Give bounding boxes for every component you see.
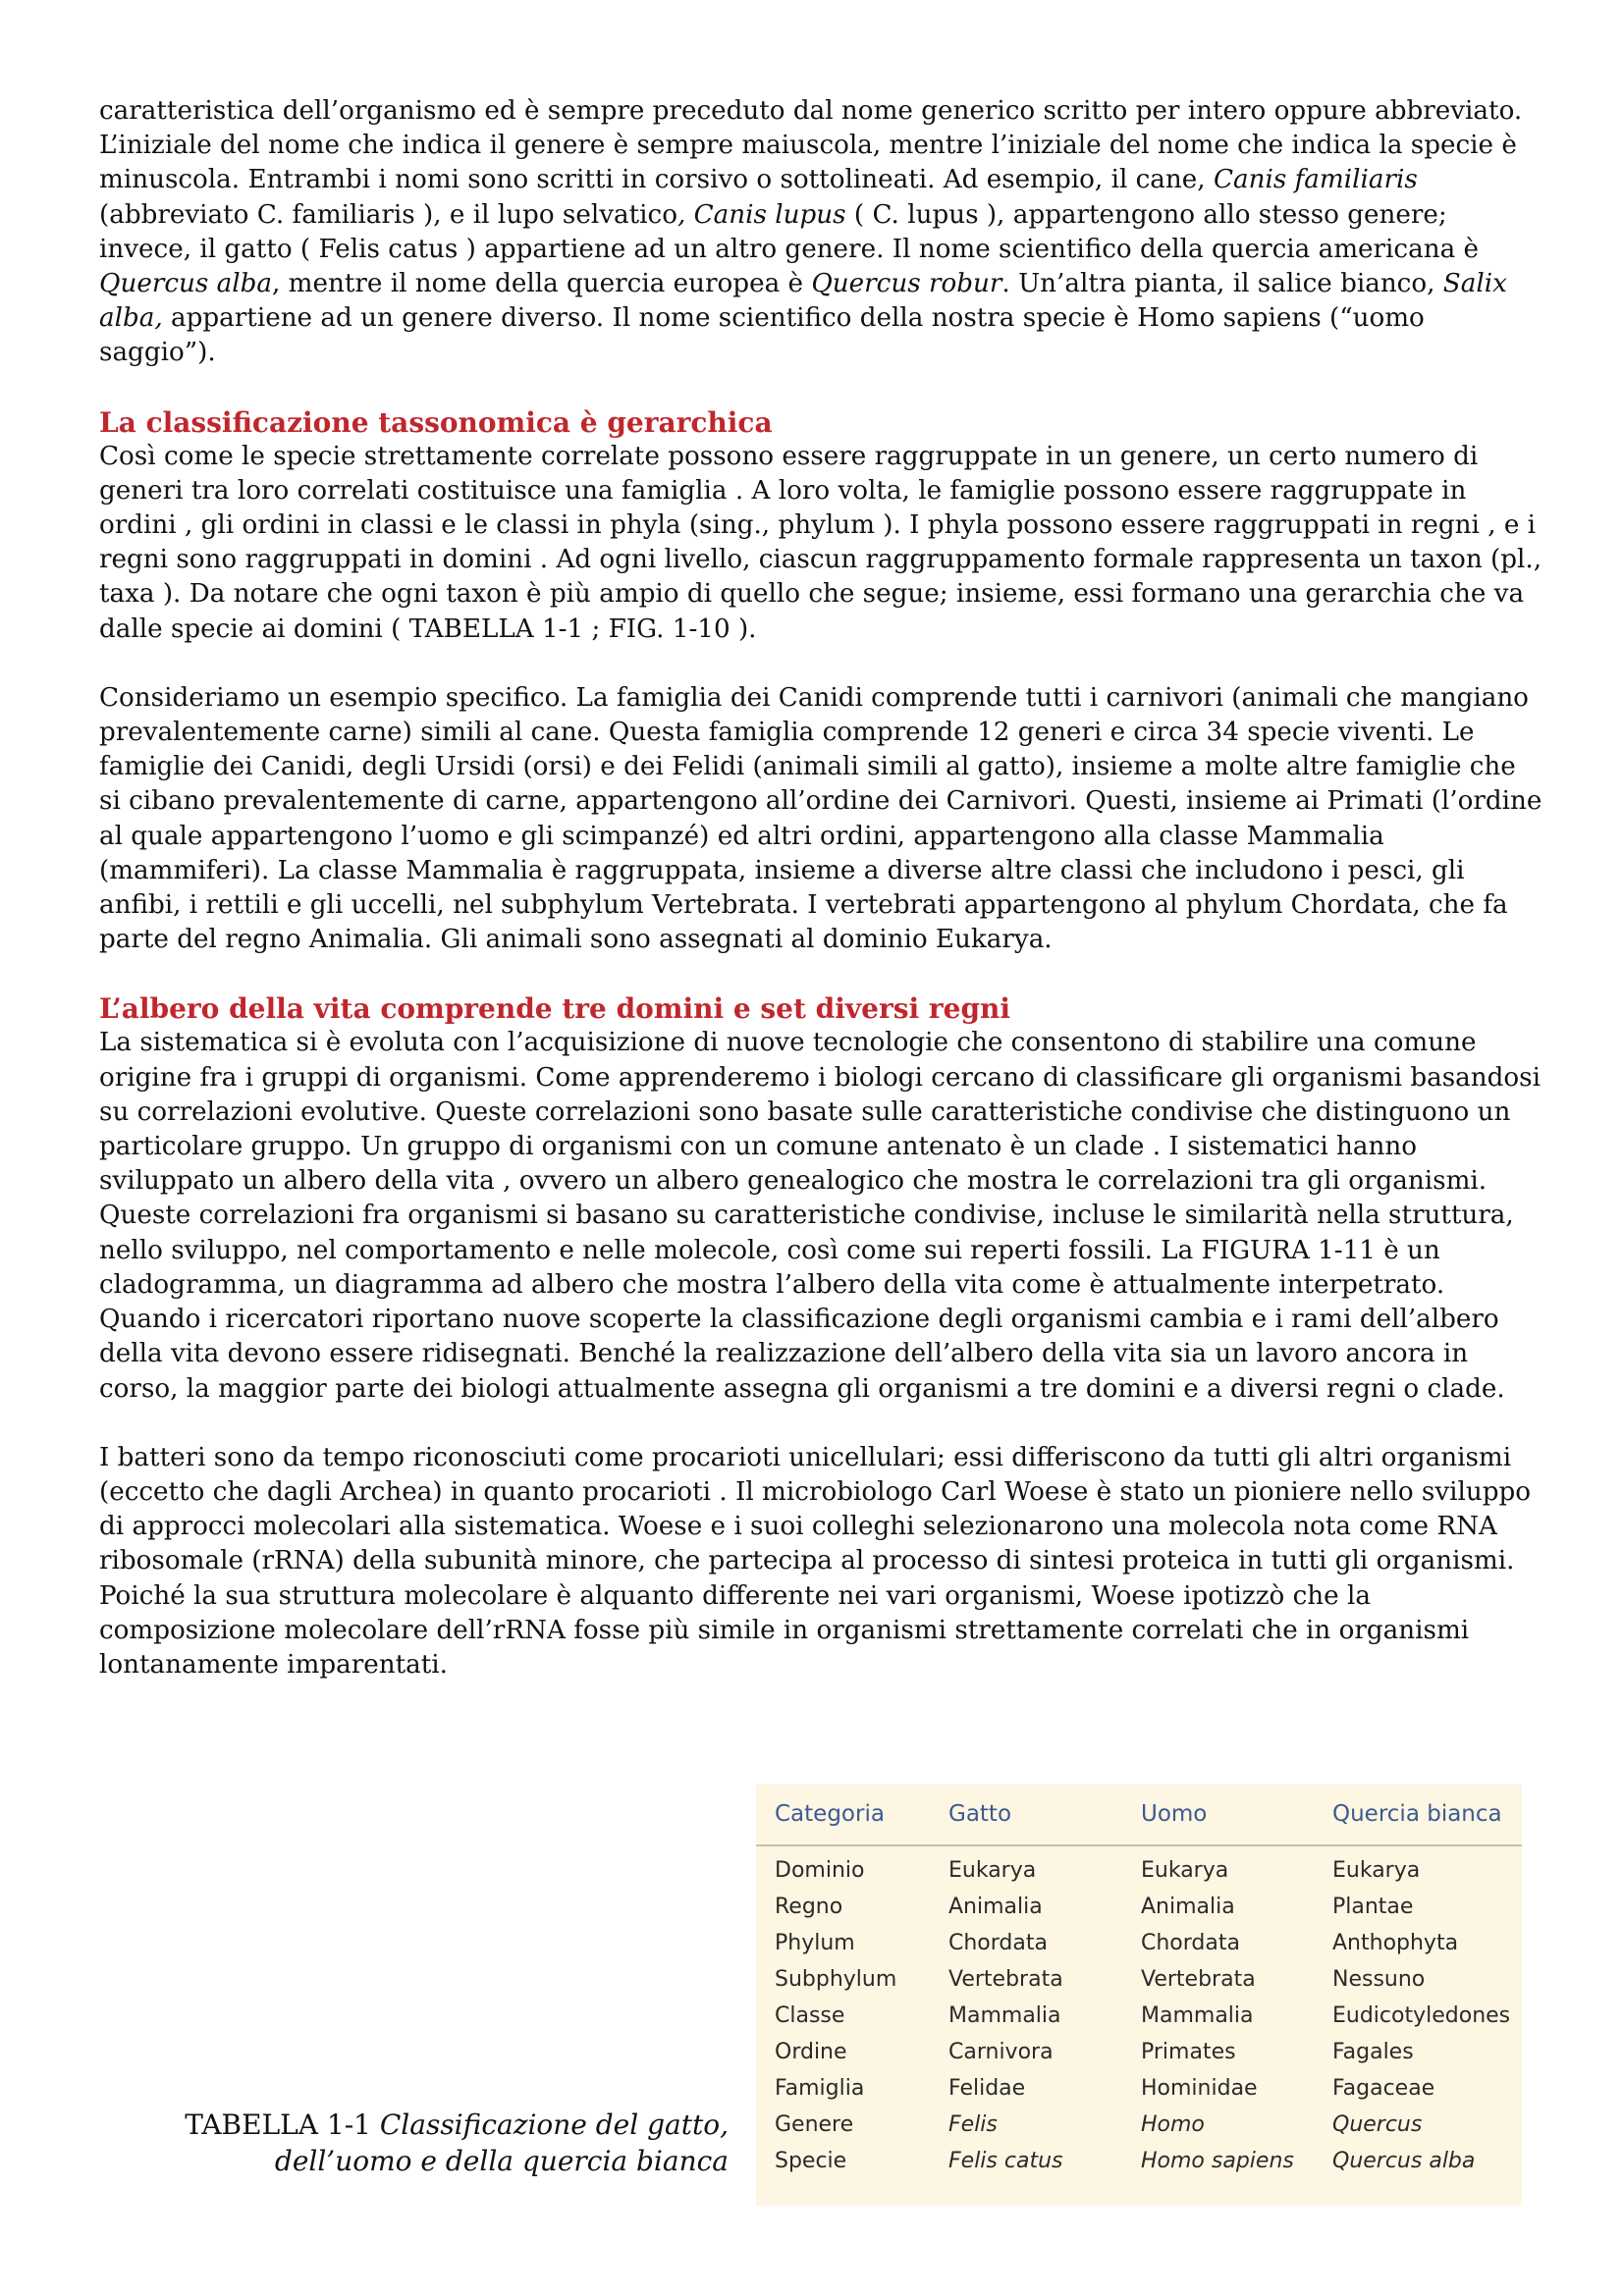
cell: Felis catus	[948, 2149, 1063, 2173]
table-row	[756, 2112, 1522, 2149]
header-quercia: Quercia bianca	[1332, 1801, 1502, 1827]
cell: Nessuno	[1332, 1967, 1426, 1992]
text-run: (abbreviato C. familiaris ), e il lupo selvatico	[99, 199, 677, 230]
cell: Vertebrata	[948, 1967, 1063, 1992]
cell: Homo sapiens	[1141, 2149, 1294, 2173]
table-row	[756, 1858, 1522, 1895]
classification-table	[756, 1785, 1522, 2206]
heading-tree-of-life: L’albero della vita comprende tre domini e set diversi regni	[99, 992, 1011, 1026]
table-row	[756, 1967, 1522, 2003]
cell: Famiglia	[775, 2076, 865, 2101]
cell: Plantae	[1332, 1895, 1414, 1919]
text-run: . Un’altra pianta, il salice bianco,	[1001, 269, 1443, 299]
table-caption	[157, 2107, 729, 2179]
paragraph-woese: I batteri sono da tempo riconosciuti come procarioti unicellulari; essi differiscono da tutti gli altri organismi (eccetto che dagli Archea) in quanto procarioti . Il microbiologo Carl Woese è stato un pioniere nello sviluppo di approcci molecolari alla sistematica. Woese e i suoi colleghi selezionarono una molecola nota come RNA ribosomale (rRNA) della subunità minore, che partecipa al processo di sintesi proteica in tutti gli organismi. Poiché la sua struttura molecolare è alquanto differente nei vari organismi, Woese ipotizzò che la composizione molecolare dell’rRNA fosse più simile in organismi strettamente correlati che in organismi lontanamente imparentati.	[99, 1442, 1532, 1680]
cell: Regno	[775, 1895, 843, 1919]
cell: Dominio	[775, 1858, 865, 1883]
cell: Eukarya	[1332, 1858, 1421, 1883]
cell: Chordata	[948, 1931, 1048, 1955]
heading-hierarchy: La classificazione tassonomica è gerarchica	[99, 405, 773, 439]
text-run: , mentre il nome della quercia europea è	[272, 269, 812, 299]
cell: Eukarya	[1141, 1858, 1229, 1883]
cell: Carnivora	[948, 2040, 1054, 2064]
cell: Felidae	[948, 2076, 1026, 2101]
cell: Phylum	[775, 1931, 855, 1955]
table-row	[756, 1895, 1522, 1931]
table-header-row	[756, 1785, 1522, 1846]
table-row	[756, 2149, 1522, 2185]
cell: Mammalia	[948, 2003, 1061, 2028]
cell: Chordata	[1141, 1931, 1240, 1955]
cell: Anthophyta	[1332, 1931, 1459, 1955]
cell: Felis	[948, 2112, 998, 2137]
paragraph-hierarchy: Così come le specie strettamente correlate possono essere raggruppate in un genere, un certo numero di generi tra loro correlati costituisce una famiglia . A loro volta, le famiglie possono essere raggruppate in ordini , gli ordini in classi e le classi in phyla (sing., phylum ). I phyla possono essere raggruppati in regni , e i regni sono raggruppati in domini . Ad ogni livello, ciascun raggruppamento formale rappresenta un taxon (pl., taxa ). Da notare che ogni taxon è più ampio di quello che segue; insieme, essi formano una gerarchia che va dalle specie ai domini ( TABELLA 1-1 ; FIG. 1-10 ).	[99, 441, 1542, 644]
cell: Quercus	[1332, 2112, 1423, 2137]
cell: Fagales	[1332, 2040, 1414, 2064]
caption-text: Classificazione del gatto, dell’uomo e della quercia bianca	[274, 2109, 729, 2177]
paragraph-canids-example: Consideriamo un esempio specifico. La famiglia dei Canidi comprende tutti i carnivori (animali che mangiano prevalentemente carne) simili al cane. Questa famiglia comprende 12 generi e circa 34 specie viventi. Le famiglie dei Canidi, degli Ursidi (orsi) e dei Felidi (animali simili al gatto), insieme a molte altre famiglie che si cibano prevalentemente di carne, appartengono all’ordine dei Carnivori. Questi, insieme ai Primati (l’ordine al quale appartengono l’uomo e gli scimpanzé) ed altri ordini, appartengono alla classe Mammalia (mammiferi). La classe Mammalia è raggruppata, insieme a diverse altre classi che includono i pesci, gli anfibi, i rettili e gli uccelli, nel subphylum Vertebrata. I vertebrati appartengono al phylum Chordata, che fa parte del regno Animalia. Gli animali sono assegnati al dominio Eukarya.	[99, 682, 1542, 955]
cell: Fagaceae	[1332, 2076, 1435, 2101]
table-row	[756, 2076, 1522, 2112]
text-run: appartiene ad un genere diverso. Il nome scientifico della nostra specie è Homo sapiens (“uomo saggio”).	[99, 303, 1425, 368]
cell: Hominidae	[1141, 2076, 1258, 2101]
cell: Classe	[775, 2003, 845, 2028]
text-run: caratteristica dell’organismo ed è sempre preceduto dal nome generico scritto per intero oppure abbreviato. L’iniziale del nome che indica il genere è sempre maiuscola, mentre l’iniziale del nome che indica la specie è minuscola. Entrambi i nomi sono scritti in corsivo o sottolineati. Ad esempio, il cane,	[99, 96, 1523, 195]
header-categoria: Categoria	[775, 1801, 885, 1827]
table-row	[756, 2003, 1522, 2040]
caption-label: TABELLA 1-1	[185, 2109, 371, 2141]
cell: Animalia	[1141, 1895, 1235, 1919]
paragraph-systematics: La sistematica si è evoluta con l’acquisizione di nuove tecnologie che consentono di stabilire una comune origine fra i gruppi di organismi. Come apprenderemo i biologi cercano di classificare gli organismi basandosi su correlazioni evolutive. Queste correlazioni sono basate sulle caratteristiche condivise che distinguono un particolare gruppo. Un gruppo di organismi con un comune antenato è un clade . I sistematici hanno sviluppato un albero della vita , ovvero un albero genealogico che mostra le correlazioni tra gli organismi. Queste correlazioni fra organismi si basano su caratteristiche condivise, incluse le similarità nella struttura, nello sviluppo, nel comportamento e nelle molecole, così come sui reperti fossili. La FIGURA 1-11 è un cladogramma, un diagramma ad albero che mostra l’albero della vita come è attualmente interpetrato. Quando i ricercatori riportano nuove scoperte la classificazione degli organismi cambia e i rami dell’albero della vita devono essere ridisegnati. Benché la realizzazione dell’albero della vita sia un lavoro ancora in corso, la maggior parte dei biologi attualmente assegna gli organismi a tre domini e a diversi regni o clade.	[99, 1028, 1541, 1404]
cell: Ordine	[775, 2040, 847, 2064]
cell: Genere	[775, 2112, 854, 2137]
table-row	[756, 2040, 1522, 2076]
italic-run: Canis familiaris	[1213, 165, 1418, 195]
cell: Homo	[1141, 2112, 1205, 2137]
text-run: ( C. lupus ), appartengono allo stesso genere; invece, il gatto ( Felis catus ) appartiene ad un altro genere. Il nome scientifico della quercia americana è	[99, 199, 1480, 264]
cell: Primates	[1141, 2040, 1236, 2064]
cell: Eudicotyledones	[1332, 2003, 1511, 2028]
italic-run: Salix alba,	[99, 269, 1507, 334]
body-text	[99, 94, 1542, 1717]
cell: Subphylum	[775, 1967, 897, 1992]
cell: Specie	[775, 2149, 847, 2173]
italic-run: Quercus alba	[99, 269, 273, 299]
cell: Mammalia	[1141, 2003, 1254, 2028]
table-row	[756, 1931, 1522, 1967]
paragraph-binomial-names	[99, 94, 1542, 371]
cell: Eukarya	[948, 1858, 1037, 1883]
cell: Animalia	[948, 1895, 1043, 1919]
italic-run: Quercus robur	[811, 269, 1002, 299]
header-gatto: Gatto	[948, 1801, 1012, 1827]
italic-run: , Canis lupus	[676, 199, 846, 230]
header-uomo: Uomo	[1141, 1801, 1208, 1827]
cell: Quercus alba	[1332, 2149, 1476, 2173]
cell: Vertebrata	[1141, 1967, 1256, 1992]
